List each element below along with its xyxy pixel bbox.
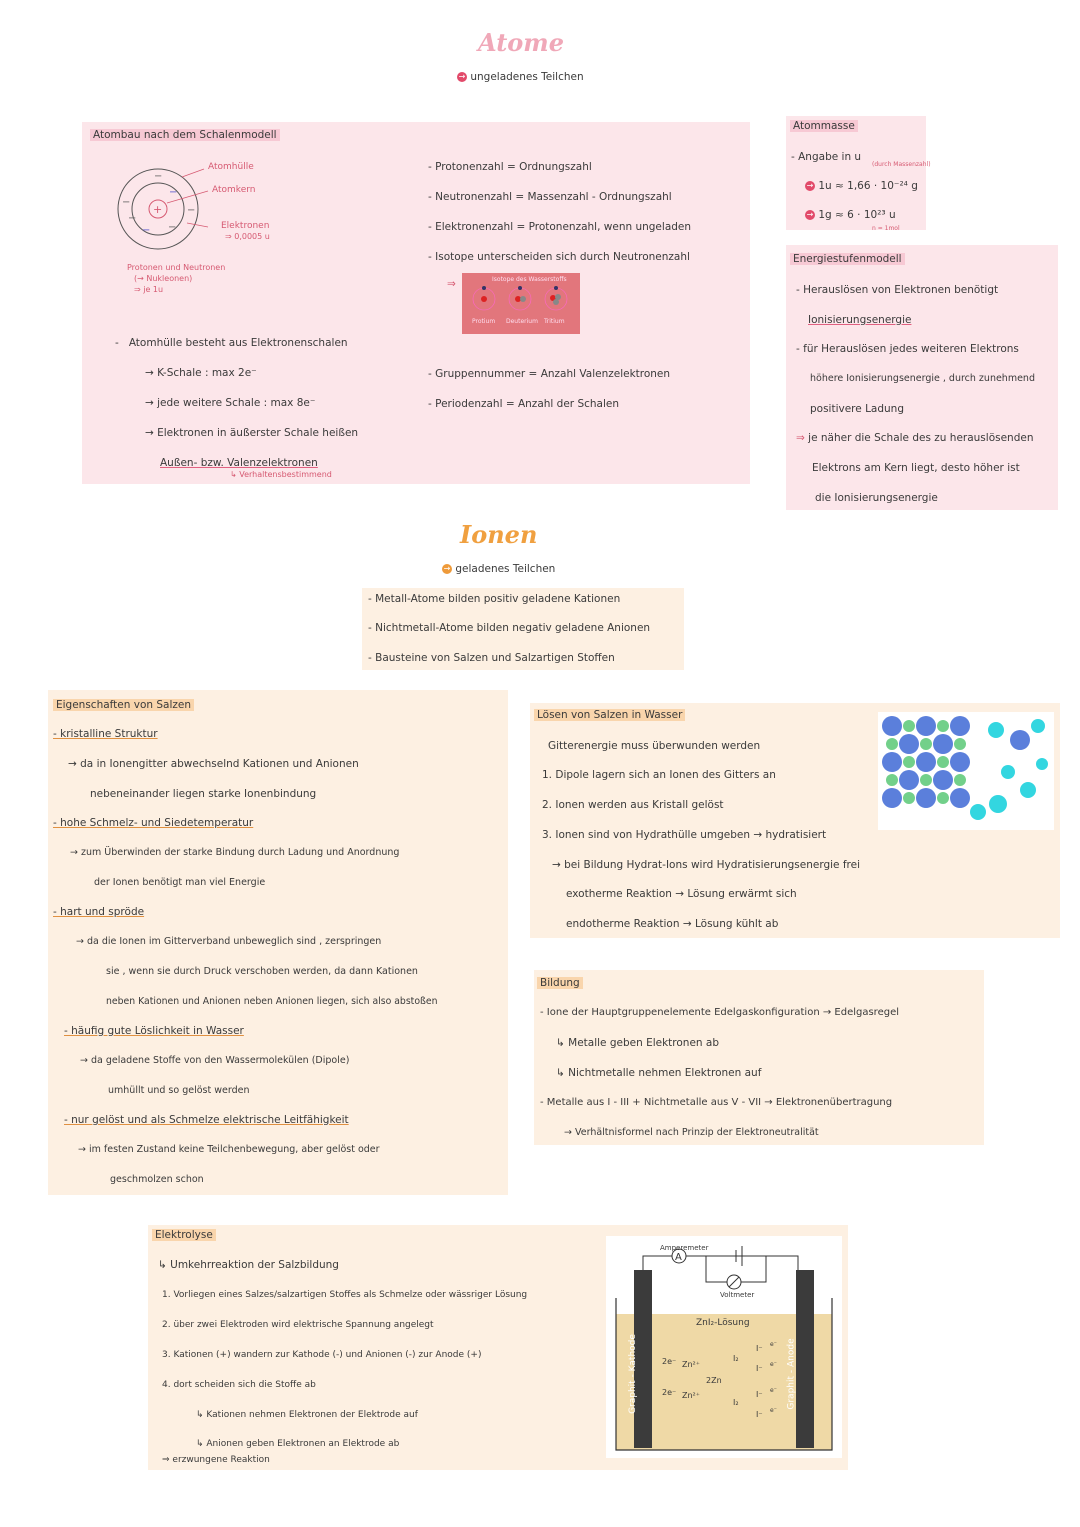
label-atomkern: Atomkern (212, 185, 256, 195)
anion-icon (950, 752, 970, 772)
cation-icon (954, 774, 966, 786)
energie-line-2: Ionisierungsenergie (808, 314, 912, 326)
label-je: ⇒ je 1u (134, 285, 164, 294)
cation-icon (886, 774, 898, 786)
i-minus-2: I⁻ (756, 1364, 763, 1373)
bildung-heading: Bildung (537, 976, 583, 990)
ionen-subtitle: geladenes Teilchen (455, 563, 556, 575)
elektrolyse-line-1: ↳ Umkehrreaktion der Salzbildung (158, 1259, 339, 1271)
zn-ion-top: Zn²⁺ (682, 1360, 700, 1369)
loesen-line-7: endotherme Reaktion → Lösung kühlt ab (566, 918, 779, 930)
schalenmodell-line-4: - Isotope unterscheiden sich durch Neutronenzahl (428, 251, 690, 263)
cation-icon (937, 756, 949, 768)
elektrolyse-heading: Elektrolyse (152, 1228, 216, 1242)
schalenmodell-heading: Atombau nach dem Schalenmodell (90, 128, 280, 142)
anion-icon (916, 716, 936, 736)
hydrated-ion-icon (1031, 719, 1045, 733)
ammeter-label: Amperemeter (660, 1244, 709, 1252)
svg-text:−: − (168, 222, 177, 233)
isotope-arrow-icon: ⇒ (447, 278, 456, 290)
perioden-line: - Periodenzahl = Anzahl der Schalen (428, 398, 620, 410)
eigenschaften-line-9: sie , wenn sie durch Druck verschoben werden, da dann Kationen (106, 966, 418, 977)
eigenschaften-line-1: - kristalline Struktur (53, 728, 158, 740)
two-e-bottom: 2e⁻ (662, 1388, 677, 1397)
weitere-schale-line: → jede weitere Schale : max 8e⁻ (145, 397, 316, 409)
svg-text:−: − (128, 213, 137, 224)
zn-ion-bottom: Zn²⁺ (682, 1391, 700, 1400)
eigenschaften-line-15: → im festen Zustand keine Teilchenbewegung, aber gelöst oder (78, 1144, 380, 1155)
eigenschaften-line-6: der Ionen benötigt man viel Energie (94, 877, 266, 888)
e-minus-1: e⁻ (770, 1341, 777, 1348)
cation-icon (920, 774, 932, 786)
bildung-line-3: ↳ Nichtmetalle nehmen Elektronen auf (556, 1067, 762, 1079)
eigenschaften-line-7: - hart und spröde (53, 906, 145, 918)
bildung-line-2: ↳ Metalle geben Elektronen ab (556, 1037, 720, 1049)
label-protonen: Protonen und Neutronen (127, 263, 226, 272)
elektrolyse-line-3: 2. über zwei Elektroden wird elektrische Spannung angelegt (162, 1320, 434, 1330)
anion-icon (950, 788, 970, 808)
bildung-line-4: - Metalle aus I - III + Nichtmetalle aus V - VII → Elektronenübertragung (540, 1097, 893, 1108)
loesen-line-5: → bei Bildung Hydrat-Ions wird Hydratisierungsenergie frei (552, 859, 861, 871)
atommasse-g-line: → 1g ≈ 6 · 10²³ u (806, 209, 896, 221)
schalenmodell-line-1: - Protonenzahl = Ordnungszahl (428, 161, 592, 173)
svg-text:−: − (169, 187, 178, 198)
loesen-heading: Lösen von Salzen in Wasser (534, 708, 685, 722)
atome-title: Atome (478, 28, 564, 57)
e-minus-2: e⁻ (770, 1361, 777, 1368)
atome-subtitle: ungeladenes Teilchen (470, 71, 584, 83)
hydrated-ion-icon (989, 795, 1007, 813)
elektrolyse-line-4: 3. Kationen (+) wandern zur Kathode (-) und Anionen (-) zur Anode (+) (162, 1350, 482, 1360)
arrow-icon: → (443, 564, 451, 573)
energie-line-3: - für Herauslösen jedes weiteren Elektrons (796, 343, 1019, 355)
energie-heading: Energiestufenmodell (790, 252, 905, 266)
isotope-name-3: Tritium (544, 318, 565, 325)
voltmeter-label: Voltmeter (720, 1291, 755, 1299)
atom-shell-diagram (112, 165, 212, 260)
bildung-box (534, 970, 984, 1145)
electrolysis-diagram (606, 1236, 842, 1458)
hydrated-ion-icon (970, 804, 986, 820)
hydrated-ion-icon (988, 722, 1004, 738)
hydrated-ion-icon (1001, 765, 1015, 779)
ionen-line-1: - Metall-Atome bilden positiv geladene Kationen (368, 593, 621, 605)
anion-icon (899, 770, 919, 790)
atommasse-note: (durch Massenzahl) (872, 161, 931, 168)
atommasse-u-line: → 1u ≈ 1,66 · 10⁻²⁴ g (806, 180, 918, 192)
atommasse-heading: Atommasse (790, 119, 858, 133)
label-elektronen-mass: ⇒ 0,0005 u (225, 232, 270, 241)
isotope-name-1: Protium (472, 318, 496, 325)
eigenschaften-line-10: neben Kationen und Anionen neben Anionen liegen, sich also abstoßen (106, 996, 438, 1007)
cation-icon (903, 756, 915, 768)
anion-icon (882, 788, 902, 808)
isotope-name-2: Deuterium (506, 318, 538, 325)
cation-icon (903, 720, 915, 732)
elektrolyse-line-7: ↳ Anionen geben Elektronen an Elektrode ab (196, 1439, 400, 1449)
e-minus-4: e⁻ (770, 1407, 777, 1414)
anion-icon (899, 734, 919, 754)
bildung-line-5: → Verhältnisformel nach Prinzip der Elektroneutralität (564, 1127, 819, 1138)
atommasse-angabe: - Angabe in u (791, 151, 862, 163)
hydrated-ion-icon (1020, 782, 1036, 798)
anion-icon (882, 716, 902, 736)
svg-text:−: − (154, 171, 163, 182)
atome-subtitle-row (457, 70, 584, 84)
eigenschaften-line-8: → da die Ionen im Gitterverband unbeweglich sind , zerspringen (76, 936, 382, 947)
e-minus-3: e⁻ (770, 1387, 777, 1394)
anion-icon (950, 716, 970, 736)
eigenschaften-line-16: geschmolzen schon (110, 1174, 204, 1185)
zn-label: 2Zn (706, 1376, 722, 1385)
huelle-line: - Atomhülle besteht aus Elektronenschalen (115, 337, 348, 349)
elektrolyse-line-2: 1. Vorliegen eines Salzes/salzartigen Stoffes als Schmelze oder wässriger Lösung (162, 1290, 528, 1300)
energie-line-1: - Herauslösen von Elektronen benötigt (796, 284, 999, 296)
eigenschaften-line-3: nebeneinander liegen starke Ionenbindung (90, 788, 317, 800)
cation-icon (954, 738, 966, 750)
ionen-line-3: - Bausteine von Salzen und Salzartigen Stoffen (368, 652, 615, 664)
eigenschaften-line-14: - nur gelöst und als Schmelze elektrische Leitfähigkeit (64, 1114, 349, 1126)
loesen-line-2: 1. Dipole lagern sich an Ionen des Gitters an (542, 769, 776, 781)
arrow-icon: → (806, 210, 814, 219)
valenz-note: ↳ Verhaltensbestimmend (230, 470, 332, 479)
energie-line-6: ⇒ je näher die Schale des zu herauslösenden (796, 432, 1034, 444)
solution-label: ZnI₂-Lösung (696, 1318, 750, 1328)
schalenmodell-line-2: - Neutronenzahl = Massenzahl - Ordnungszahl (428, 191, 672, 203)
hydrated-ion-icon (1010, 730, 1030, 750)
anode-label: Graphit - Anode (786, 1338, 797, 1410)
atommasse-mol-note: n = 1mol (872, 225, 900, 232)
loesen-line-4: 3. Ionen sind von Hydrathülle umgeben → hydratisiert (542, 829, 827, 841)
kathode-label: Graphit - Kathode (627, 1334, 638, 1414)
ionen-title: Ionen (460, 520, 538, 549)
i-minus-4: I⁻ (756, 1410, 763, 1419)
loesen-line-6: exotherme Reaktion → Lösung erwärmt sich (566, 888, 797, 900)
bildung-line-1: - Ione der Hauptgruppenelemente Edelgaskonfiguration → Edelgasregel (540, 1007, 900, 1018)
svg-text:−: − (122, 197, 131, 208)
cation-icon (937, 720, 949, 732)
label-atomhuelle: Atomhülle (208, 162, 254, 172)
i2-bottom: I₂ (733, 1398, 739, 1407)
isotope-image-caption: Isotope des Wasserstoffs (492, 276, 567, 283)
arrow-icon: → (806, 181, 814, 190)
i2-top: I₂ (733, 1354, 739, 1363)
anion-icon (916, 788, 936, 808)
cation-icon (903, 792, 915, 804)
k-schale-line: → K-Schale : max 2e⁻ (145, 367, 257, 379)
isotope-atoms (468, 285, 576, 315)
i-minus-3: I⁻ (756, 1390, 763, 1399)
anion-icon (916, 752, 936, 772)
isotope-image (462, 273, 580, 334)
elektrolyse-line-5: 4. dort scheiden sich die Stoffe ab (162, 1380, 316, 1390)
svg-text:−: − (142, 225, 151, 236)
gruppen-line: - Gruppennummer = Anzahl Valenzelektronen (428, 368, 671, 380)
anion-icon (882, 752, 902, 772)
ionic-lattice-image (878, 712, 1054, 830)
aussen-line: → Elektronen in äußerster Schale heißen (145, 427, 359, 439)
eigenschaften-line-11: - häufig gute Löslichkeit in Wasser (64, 1025, 244, 1037)
svg-text:+: + (153, 203, 163, 216)
hydrated-ion-icon (1036, 758, 1048, 770)
label-elektronen: Elektronen (221, 221, 270, 231)
loesen-line-1: Gitterenergie muss überwunden werden (548, 740, 761, 752)
ionen-subtitle-row (442, 562, 555, 576)
implies-icon: ⇒ (796, 432, 805, 444)
anion-icon (933, 734, 953, 754)
eigenschaften-line-13: umhüllt und so gelöst werden (108, 1085, 250, 1096)
energie-line-8: die Ionisierungsenergie (815, 492, 938, 504)
eigenschaften-line-4: - hohe Schmelz- und Siedetemperatur (53, 817, 254, 829)
schalenmodell-line-3: - Elektronenzahl = Protonenzahl, wenn ungeladen (428, 221, 692, 233)
elektrolyse-line-6: ↳ Kationen nehmen Elektronen der Elektrode auf (196, 1410, 418, 1420)
elektrolyse-line-8: ⇒ erzwungene Reaktion (162, 1455, 270, 1465)
loesen-line-3: 2. Ionen werden aus Kristall gelöst (542, 799, 724, 811)
ionen-line-2: - Nichtmetall-Atome bilden negativ geladene Anionen (368, 622, 651, 634)
cation-icon (886, 738, 898, 750)
svg-text:−: − (187, 205, 196, 216)
i-minus-1: I⁻ (756, 1344, 763, 1353)
anion-icon (933, 770, 953, 790)
cation-icon (920, 738, 932, 750)
cation-icon (937, 792, 949, 804)
two-e-top: 2e⁻ (662, 1357, 677, 1366)
eigenschaften-line-12: → da geladene Stoffe von den Wassermolekülen (Dipole) (80, 1055, 350, 1066)
energie-line-4: höhere Ionisierungsenergie , durch zunehmend (810, 373, 1035, 384)
energie-line-5: positivere Ladung (810, 403, 904, 415)
eigenschaften-line-2: → da in Ionengitter abwechselnd Kationen und Anionen (68, 758, 359, 770)
valenz-line: Außen- bzw. Valenzelektronen (160, 457, 318, 469)
energie-line-7: Elektrons am Kern liegt, desto höher ist (812, 462, 1020, 474)
ammeter-symbol: A (675, 1252, 682, 1263)
eigenschaften-line-5: → zum Überwinden der starke Bindung durch Ladung und Anordnung (70, 847, 400, 858)
label-nukleonen: (→ Nukleonen) (134, 274, 193, 283)
eigenschaften-heading: Eigenschaften von Salzen (53, 698, 194, 712)
arrow-icon: → (458, 72, 466, 81)
